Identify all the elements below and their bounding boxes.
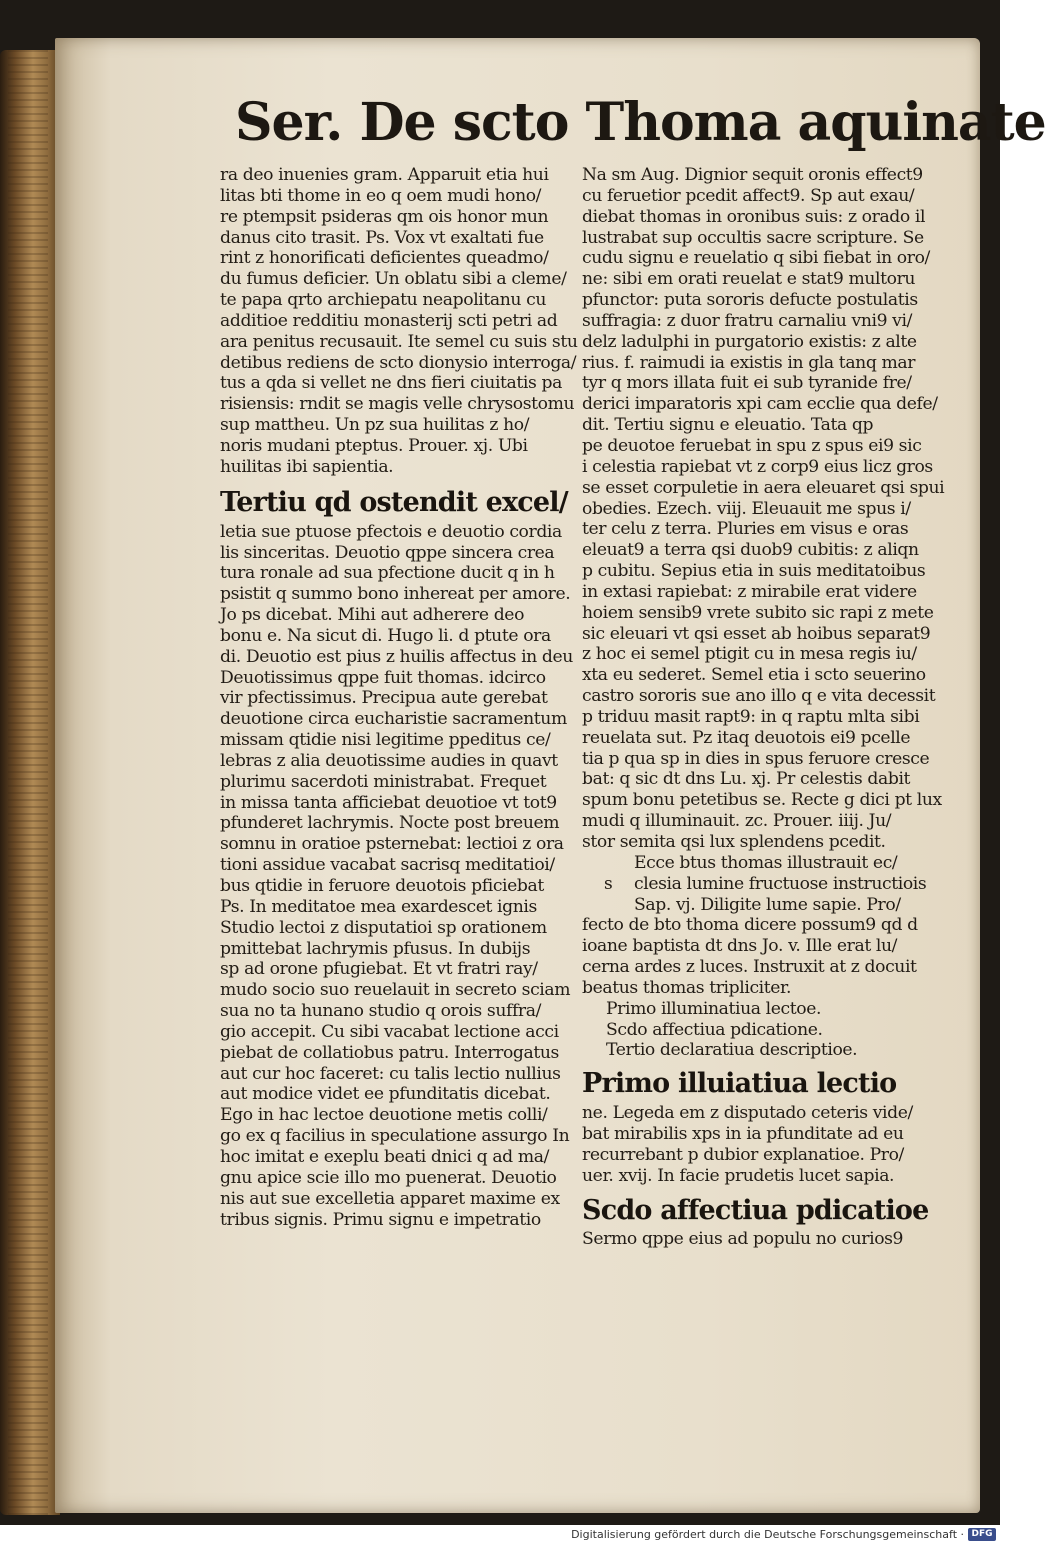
text-line: sua no ta hunano studio q orois suffra/ bbox=[220, 1001, 541, 1022]
text-line: ne. Legeda em z disputado ceteris vide/ bbox=[582, 1103, 913, 1124]
right-column bbox=[582, 165, 952, 1250]
text-line: plurimu sacerdoti ministrabat. Frequet bbox=[220, 771, 547, 792]
text-line: eleuat9 a terra qsi duob9 cubitis: z aliqn bbox=[582, 540, 919, 561]
text-line: missam qtidie nisi legitime ppeditus ce/ bbox=[220, 730, 551, 751]
text-line: delz ladulphi in purgatorio existis: z alte bbox=[582, 331, 917, 352]
text-line: di. Deuotio est pius z huilis affectus in deu bbox=[220, 646, 573, 667]
text-line: rint z honorificati deficientes queadmo/ bbox=[220, 248, 549, 269]
text-line: se esset corpuletie in aera eleuaret qsi spui bbox=[582, 477, 945, 498]
right-paragraph-signa bbox=[582, 165, 952, 853]
text-line: aut cur hoc faceret: cu talis lectio nullius bbox=[220, 1063, 561, 1084]
left-paragraph-humilitas bbox=[220, 165, 580, 478]
text-line: uer. xvij. In facie prudetis lucet sapia. bbox=[582, 1165, 895, 1186]
text-line: sic eleuari vt qsi esset ab hoibus separat9 bbox=[582, 623, 931, 644]
text-line: lustrabat sup occultis sacre scripture. Se bbox=[582, 227, 924, 248]
text-line: bus qtidie in feruore deuotois pficiebat bbox=[220, 876, 544, 896]
text-line: pmittebat lachrymis pfusus. In dubijs bbox=[220, 938, 531, 959]
margin-mark: s bbox=[604, 873, 613, 894]
heading-primo: Primo illuiatiua lectio bbox=[582, 1068, 897, 1100]
text-line: hoc imitat e exeplu beati dnici q ad ma/ bbox=[220, 1146, 549, 1167]
text-line: Ego in hac lectoe deuotione metis colli/ bbox=[220, 1105, 548, 1126]
footer-bar bbox=[0, 1525, 1000, 1545]
text-line: Deuotissimus qppe fuit thomas. idcirco bbox=[220, 667, 546, 688]
text-line: risiensis: rndit se magis velle chrysostomu bbox=[220, 394, 575, 415]
text-line: danus cito trasit. Ps. Vox vt exaltati fue bbox=[220, 227, 544, 248]
heading-tertium: Tertiu qd ostendit excel/ bbox=[220, 486, 568, 518]
text-line: recurrebant p dubior explanatioe. Pro/ bbox=[582, 1144, 904, 1165]
text-line: ioane baptista dt dns Jo. v. Ille erat lu/ bbox=[582, 936, 898, 957]
text-line: noris mudani pteptus. Prouer. xj. Ubi bbox=[220, 435, 528, 456]
text-line: gnu apice scie illo mo puenerat. Deuotio bbox=[220, 1167, 557, 1188]
text-line: suffragia: z duor fratru carnaliu vni9 vi/ bbox=[582, 310, 912, 331]
text-line: in missa tanta afficiebat deuotioe vt tot9 bbox=[220, 792, 557, 813]
text-line: pfunderet lachrymis. Nocte post breuem bbox=[220, 813, 560, 834]
text-line: p cubitu. Sepius etia in suis meditatoibus bbox=[582, 561, 926, 582]
text-line: somnu in oratioe psternebat: lectioi z ora bbox=[220, 834, 564, 855]
text-line: huilitas ibi sapientia. bbox=[220, 456, 394, 477]
text-line: mudo socio suo reuelauit in secreto sciam bbox=[220, 980, 571, 1001]
text-line: lis sinceritas. Deuotio qppe sincera crea bbox=[220, 542, 555, 563]
text-line: re ptempsit psideras qm ois honor mun bbox=[220, 206, 549, 227]
text-line: beatus thomas tripliciter. bbox=[582, 977, 792, 998]
text-line: Sap. vj. Diligite lume sapie. Pro/ bbox=[634, 894, 901, 915]
text-line: bonu e. Na sicut di. Hugo li. d ptute ora bbox=[220, 625, 551, 646]
right-paragraph-sermo bbox=[582, 1229, 952, 1250]
text-line: sp ad orone pfugiebat. Et vt fratri ray/ bbox=[220, 959, 538, 980]
text-line: psistit q summo bono inhereat per amore. bbox=[220, 584, 571, 605]
left-column bbox=[220, 165, 580, 1230]
text-line: Scdo affectiua pdicatione. bbox=[606, 1019, 823, 1040]
right-paragraph-ioanes bbox=[582, 915, 952, 998]
text-line: vir pfectissimus. Precipua aute gerebat bbox=[220, 688, 548, 709]
text-line: xta eu sederet. Semel etia i scto seuerino bbox=[582, 665, 926, 686]
text-line: nis aut sue excelletia apparet maxime ex bbox=[220, 1188, 560, 1209]
book-fore-edge bbox=[0, 50, 60, 1515]
text-line: dit. Tertiu signu e eleuatio. Tata qp bbox=[582, 415, 874, 436]
text-line: ra deo inuenies gram. Apparuit etia hui bbox=[220, 165, 549, 185]
text-line: aut modice videt ee pfunditatis dicebat. bbox=[220, 1084, 551, 1105]
text-line: additioe redditiu monasterij scti petri ad bbox=[220, 310, 558, 331]
text-line: Ecce btus thomas illustrauit ec/ bbox=[634, 852, 898, 873]
text-line: fecto de bto thoma dicere possum9 qd d bbox=[582, 915, 918, 936]
text-line: z hoc ei semel ptigit cu in mesa regis iu/ bbox=[582, 644, 917, 665]
text-line: hoiem sensib9 vrete subito sic rapi z mete bbox=[582, 602, 934, 623]
text-line: tus a qda si vellet ne dns fieri ciuitatis pa bbox=[220, 373, 562, 394]
running-title: Ser. De scto Thoma aquinate bbox=[235, 92, 1046, 153]
text-line: p triduu masit rapt9: in q raptu mlta sibi bbox=[582, 706, 920, 727]
text-line: te papa qrto archiepatu neapolitanu cu bbox=[220, 290, 547, 311]
text-line: tyr q mors illata fuit ei sub tyranide fre/ bbox=[582, 373, 912, 394]
text-line: ne: sibi em orati reuelat e stat9 multoru bbox=[582, 269, 916, 290]
text-line: reuelata sut. Pz itaq deuotois ei9 pcelle bbox=[582, 727, 911, 748]
text-line: gio accepit. Cu sibi vacabat lectione acci bbox=[220, 1021, 559, 1042]
text-line: clesia lumine fructuose instructiois bbox=[634, 873, 927, 894]
heading-scdo: Scdo affectiua pdicatioe bbox=[582, 1194, 929, 1226]
outline-list bbox=[582, 999, 952, 1062]
text-line: castro sororis sue ano illo q e vita decessit bbox=[582, 686, 936, 707]
text-line: mudi q illuminauit. zc. Prouer. iiij. Ju/ bbox=[582, 811, 892, 832]
text-line: ara penitus recusauit. Ite semel cu suis stu bbox=[220, 331, 578, 352]
right-paragraph-lectio bbox=[582, 1103, 952, 1186]
text-line: detibus rediens de scto dionysio interroga/ bbox=[220, 352, 577, 373]
text-line: Tertio declaratiua descriptioe. bbox=[606, 1040, 858, 1061]
text-line: i celestia rapiebat vt z corp9 eius licz gros bbox=[582, 456, 933, 477]
text-line: pfunctor: puta sororis defucte postulatis bbox=[582, 290, 918, 311]
text-line: go ex q facilius in speculatione assurgo In bbox=[220, 1126, 570, 1147]
text-line: Na sm Aug. Dignior sequit oronis effect9 bbox=[582, 165, 923, 185]
text-line: diebat thomas in oronibus suis: z orado il bbox=[582, 206, 926, 227]
text-line: tia p qua sp in dies in spus feruore cresce bbox=[582, 748, 930, 769]
dfg-logo-icon: DFG bbox=[968, 1528, 996, 1541]
text-line: bat mirabilis xps in ia pfunditate ad eu bbox=[582, 1124, 904, 1145]
text-line: Studio lectoi z disputatioi sp orationem bbox=[220, 917, 547, 938]
text-line: deuotione circa eucharistie sacramentum bbox=[220, 709, 567, 730]
text-line: in extasi rapiebat: z mirabile erat videre bbox=[582, 581, 917, 602]
text-line: du fumus deficier. Un oblatu sibi a cleme/ bbox=[220, 269, 567, 290]
text-line: Ps. In meditatoe mea exardescet ignis bbox=[220, 896, 537, 917]
text-line: tura ronale ad sua pfectione ducit q in h bbox=[220, 563, 555, 584]
text-line: cudu signu e reuelatio q sibi fiebat in oro/ bbox=[582, 248, 930, 269]
text-line: cerna ardes z luces. Instruxit at z docuit bbox=[582, 957, 917, 978]
text-line: bat: q sic dt dns Lu. xj. Pr celestis dabit bbox=[582, 769, 911, 790]
text-line: ter celu z terra. Pluries em visus e oras bbox=[582, 519, 909, 540]
footer-credit: Digitalisierung gefördert durch die Deutsche Forschungsgemeinschaft · bbox=[571, 1528, 964, 1541]
ecce-paragraph bbox=[582, 853, 952, 916]
text-line: spum bonu petetibus se. Recte g dici pt lux bbox=[582, 790, 942, 811]
text-line: litas bti thome in eo q oem mudi hono/ bbox=[220, 185, 542, 206]
text-line: stor semita qsi lux splendens pcedit. bbox=[582, 832, 886, 852]
text-line: tioni assidue vacabat sacrisq meditatioi/ bbox=[220, 855, 555, 876]
text-line: rius. f. raimudi ia existis in gla tanq mar bbox=[582, 352, 916, 373]
text-line: Jo ps dicebat. Mihi aut adherere deo bbox=[220, 605, 525, 626]
text-line: derici imparatoris xpi cam ecclie qua defe/ bbox=[582, 394, 938, 415]
text-line: lebras z alia deuotissime audies in quavt bbox=[220, 750, 558, 771]
text-line: tribus signis. Primu signu e impetratio bbox=[220, 1209, 541, 1230]
left-paragraph-deuotio bbox=[220, 522, 580, 1231]
text-line: letia sue ptuose pfectois e deuotio cordia bbox=[220, 521, 562, 542]
text-line: sup mattheu. Un pz sua huilitas z ho/ bbox=[220, 415, 530, 436]
text-line: obedies. Ezech. viij. Eleuauit me spus i/ bbox=[582, 498, 911, 519]
text-line: Sermo qppe eius ad populu no curios9 bbox=[582, 1228, 904, 1249]
text-line: Primo illuminatiua lectoe. bbox=[606, 998, 822, 1019]
text-line: pe deuotoe feruebat in spu z spus ei9 sic bbox=[582, 435, 922, 456]
text-line: piebat de collatiobus patru. Interrogatus bbox=[220, 1042, 559, 1063]
text-line: cu feruetior pcedit affect9. Sp aut exau/ bbox=[582, 185, 915, 206]
